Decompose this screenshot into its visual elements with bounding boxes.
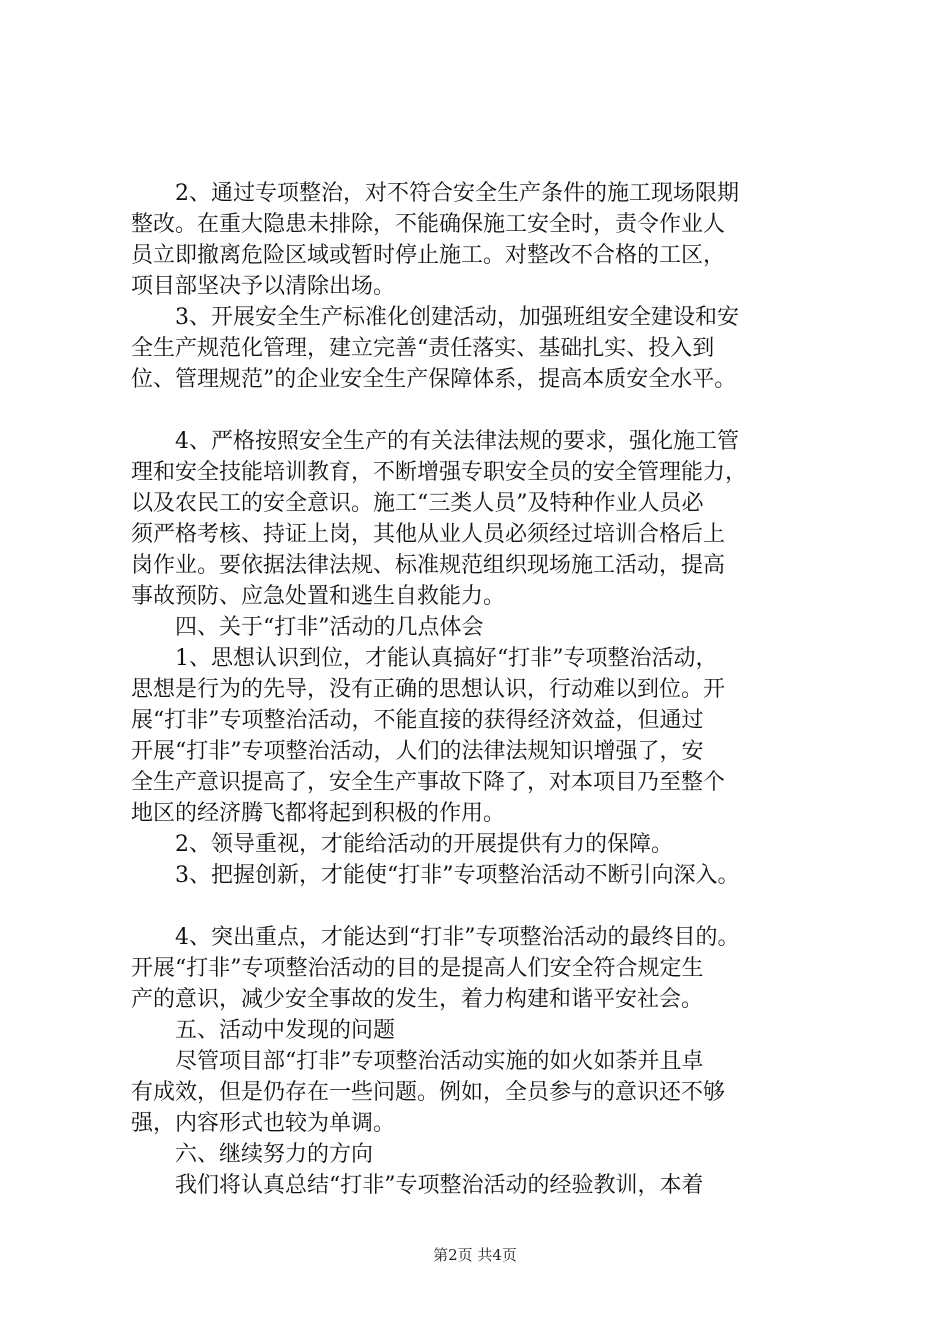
text-line: 开展“打非”专项整治活动，人们的法律法规知识增强了，安: [131, 739, 704, 764]
text-line: 须严格考核、持证上岗，其他从业人员必须经过培训合格后上: [131, 522, 726, 547]
text-line: 2、通过专项整治，对不符合安全生产条件的施工现场限期: [131, 181, 739, 206]
text-line: 员立即撤离危险区域或暂时停止施工。对整改不合格的工区，: [131, 243, 726, 268]
section-heading: 六、继续努力的方向: [131, 1142, 374, 1167]
text-line: 3、把握创新，才能使“打非”专项整治活动不断引向深入。: [131, 863, 740, 888]
section-heading: 四、关于“打非”活动的几点体会: [131, 615, 484, 640]
paragraph-gap: [131, 891, 847, 922]
text-line: 有成效，但是仍存在一些问题。例如，全员参与的意识还不够: [131, 1080, 726, 1105]
text-line: 3、开展安全生产标准化创建活动，加强班组安全建设和安: [131, 305, 739, 330]
text-line: 产的意识，减少安全事故的发生，着力构建和谐平安社会。: [131, 987, 704, 1012]
text-line: 4、突出重点，才能达到“打非”专项整治活动的最终目的。: [131, 925, 740, 950]
text-line: 思想是行为的先导，没有正确的思想认识，行动难以到位。开: [131, 677, 726, 702]
section-heading: 五、活动中发现的问题: [131, 1018, 396, 1043]
text-line: 岗作业。要依据法律法规、标准规范组织现场施工活动，提高: [131, 553, 726, 578]
text-line: 4、严格按照安全生产的有关法律法规的要求，强化施工管: [131, 429, 739, 454]
text-line: 2、领导重视，才能给活动的开展提供有力的保障。: [131, 832, 673, 857]
paragraph-gap: [131, 395, 847, 426]
text-line: 强，内容形式也较为单调。: [131, 1111, 396, 1136]
text-line: 展“打非”专项整治活动，不能直接的获得经济效益，但通过: [131, 708, 704, 733]
page-footer: [0, 1245, 950, 1265]
text-line: 尽管项目部“打非”专项整治活动实施的如火如荼并且卓: [131, 1049, 704, 1074]
document-body: [131, 178, 847, 1201]
text-line: 事故预防、应急处置和逃生自救能力。: [131, 584, 506, 609]
text-line: 以及农民工的安全意识。施工“三类人员”及特种作业人员必: [131, 491, 704, 516]
text-line: 我们将认真总结“打非”专项整治活动的经验教训，本着: [131, 1173, 704, 1198]
text-line: 理和安全技能培训教育，不断增强专职安全员的安全管理能力，: [131, 460, 748, 485]
text-line: 地区的经济腾飞都将起到积极的作用。: [131, 801, 506, 826]
text-line: 全生产规范化管理，建立完善“责任落实、基础扎实、投入到: [131, 336, 715, 361]
page-number-label: 第2页 共4页: [433, 1246, 517, 1264]
text-line: 开展“打非”专项整治活动的目的是提高人们安全符合规定生: [131, 956, 704, 981]
text-line: 项目部坚决予以清除出场。: [131, 274, 396, 299]
text-line: 1、思想认识到位，才能认真搞好“打非”专项整治活动，: [131, 646, 718, 671]
text-line: 整改。在重大隐患未排除，不能确保施工安全时，责令作业人: [131, 212, 726, 237]
text-line: 全生产意识提高了，安全生产事故下降了，对本项目乃至整个: [131, 770, 726, 795]
text-line: 位、管理规范”的企业安全生产保障体系，提高本质安全水平。: [131, 367, 737, 392]
